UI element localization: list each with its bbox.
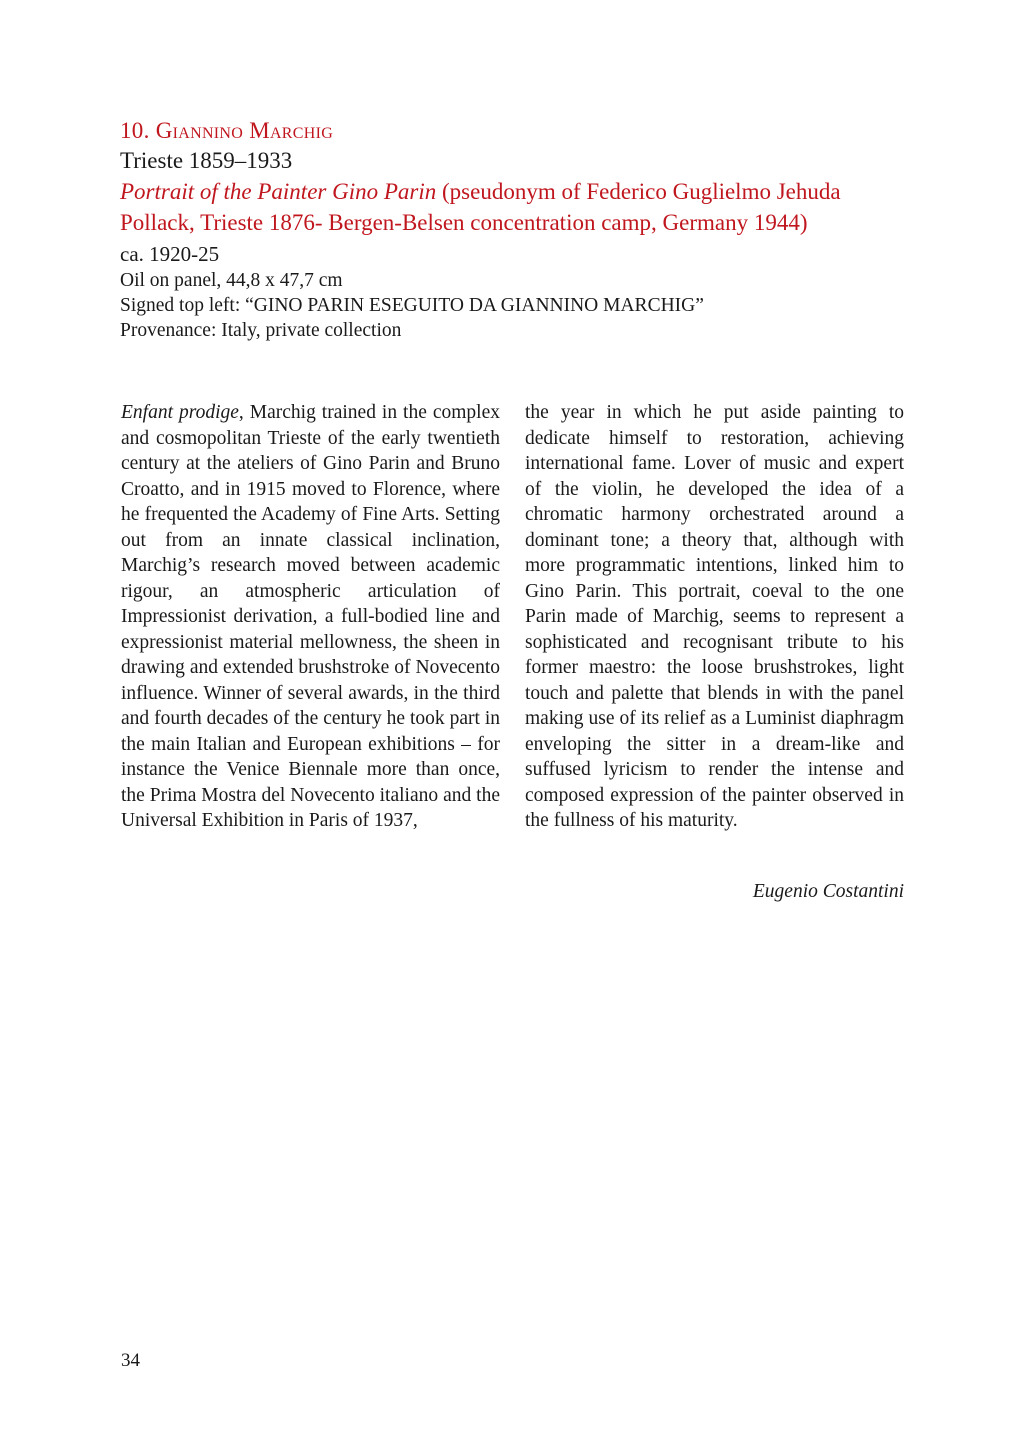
work-title [120,176,890,238]
work-provenance: Provenance: Italy, private collection [120,320,402,341]
page-number: 34 [121,1350,140,1371]
work-date: ca. 1920-25 [120,242,220,266]
body-column-right [525,400,904,834]
body-text-left: , Marchig trained in the complex and cosmopolitan Trieste of the early twentieth century at the ateliers of Gino Parin and Bruno Croatto, and in 1915 moved to Florence, where he frequented the Academy of Fine Arts. Setting out from an innate classical inclination, Marchig’s research moved between academic rigour, an atmospheric articulation of Impressionist derivation, a full-bodied line and expressionist material mellowness, the sheen in drawing and extended brushstroke of Novecento influence. Winner of several awards, in the third and fourth decades of the century he took part in the main Italian and European exhibitions – for instance the Venice Biennale more than once, the Prima Mostra del Novecento italiano and the Universal Exhibition in Paris of 1937, [121,402,501,831]
body-text-right: the year in which he put aside painting to dedicate himself to restoration, achieving international fame. Lover of music and expert of the violin, he developed the idea of a chromatic harmony orchestrated around a dominant tone; a theory that, although with more programmatic intentions, linked him to Gino Parin. This portrait, coeval to the one Parin made of Marchig, seems to represent a sophisticated and recognisant tribute to his former maestro: the loose brushstrokes, light touch and palette that blends in with the panel making use of its relief as a Luminist diaphragm enveloping the sitter in a dream-like and suffused lyricism to render the intense and composed expression of the painter observed in the fullness of his maturity. [525,402,904,831]
entry-header [120,116,920,343]
work-title-italic: Portrait of the Painter Gino Parin [120,179,437,204]
work-medium: Oil on panel, 44,8 x 47,7 cm [120,270,343,291]
artist-life-dates: Trieste 1859–1933 [120,148,293,173]
body-column-left [121,400,500,834]
work-signature: Signed top left: “GINO PARIN ESEGUITO DA GIANNINO MARCHIG” [120,295,704,316]
work-title-note: (pseudonym of Federico Guglielmo Jehuda Pollack, Trieste 1876- Bergen-Belsen concentration camp, Germany 1944) [120,179,841,235]
lead-italic: Enfant prodige [121,402,239,423]
entry-title: 10. Giannino Marchig [120,118,334,143]
author-signature: Eugenio Costantini [752,881,904,902]
